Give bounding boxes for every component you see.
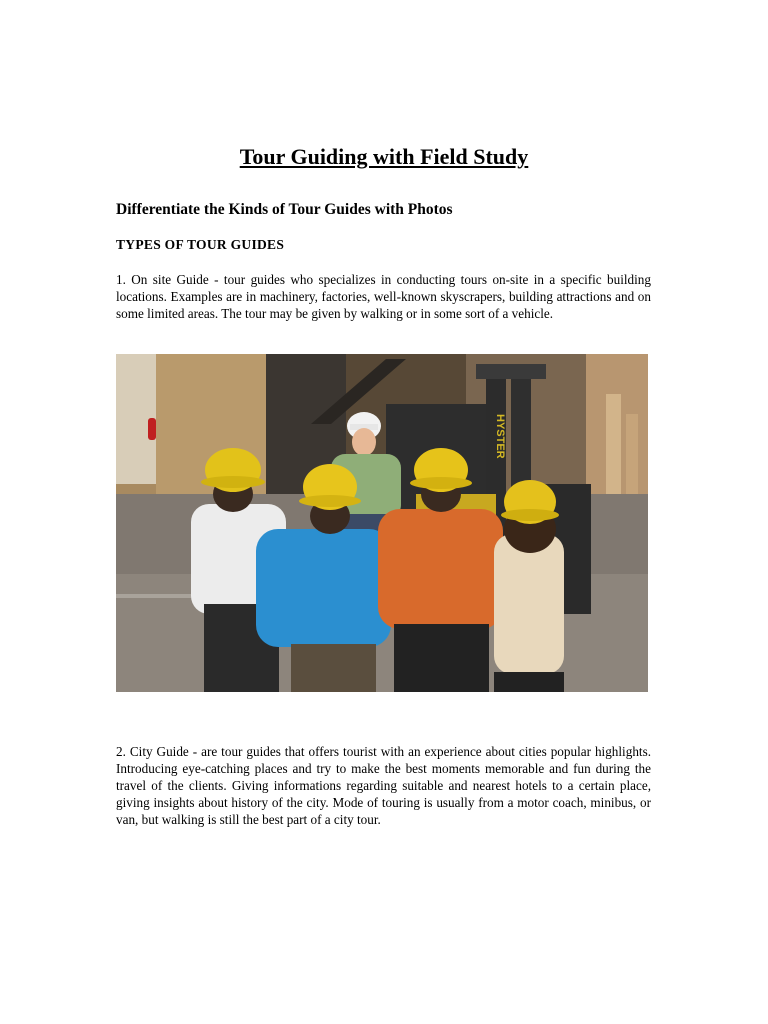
tour-group-photo bbox=[116, 354, 648, 692]
paragraph-city-guide: 2. City Guide - are tour guides that offers tourist with an experience about cities popular highlights. Introducing eye-catching places and try to make the best moments memorable and fun during the travel of the clients. Giving informations regarding suitable and nearest hotels to a certain place, giving insights about history of the city. Mode of touring is usually from a motor coach, minibus, or van, but walking is still the best part of a city tour. bbox=[116, 744, 651, 827]
document-title: Tour Guiding with Field Study bbox=[239, 144, 529, 169]
paragraph-on-site-guide: 1. On site Guide - tour guides who specializes in conducting tours on-site in a specific building locations. Examples are in machinery, factories, well-known skyscrapers, building attractions and on some limited areas. The tour may be given by walking or in some sort of a vehicle. bbox=[116, 272, 651, 321]
section-heading: TYPES OF TOUR GUIDES bbox=[116, 237, 285, 252]
forklift-brand-text: HYSTER bbox=[494, 414, 506, 459]
document-subtitle: Differentiate the Kinds of Tour Guides with Photos bbox=[116, 201, 453, 218]
